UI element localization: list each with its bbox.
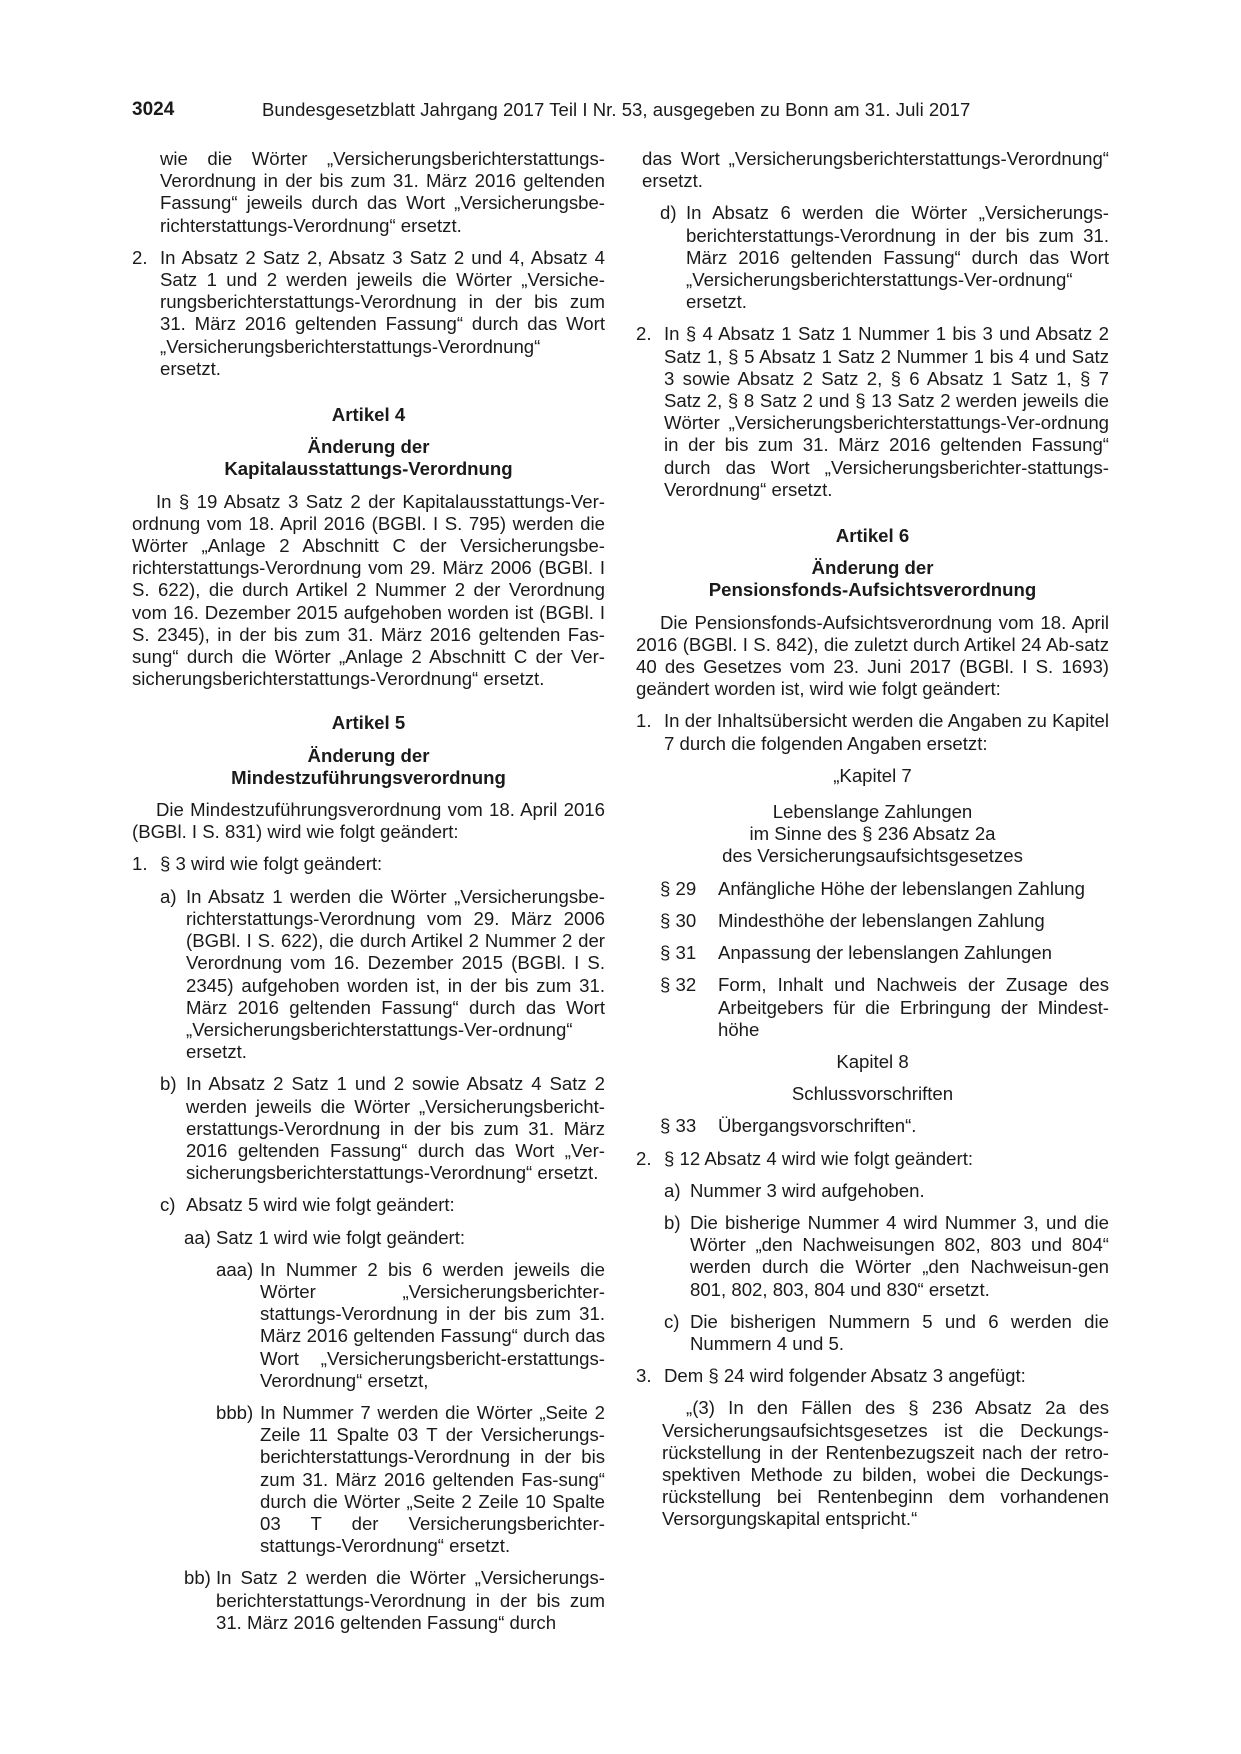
item-text: Die bisherigen Nummern 5 und 6 werden die Nummern 4 und 5. xyxy=(690,1310,1109,1354)
item-text: Die bisherige Nummer 4 wird Nummer 3, und die Wörter „den Nachweisungen 802, 803 und 804“ werden durch die Wörter „den Nachweisun-gen 801, 802, 803, 804 und 830“ ersetzt. xyxy=(690,1211,1109,1300)
toc-text: Anpassung der lebenslangen Zahlungen xyxy=(718,942,1052,964)
toc-section: § 30 xyxy=(660,909,697,931)
item-text: In Absatz 2 Satz 2, Absatz 3 Satz 2 und 4, Absatz 4 Satz 1 und 2 werden jeweils die Wörter „Versiche-rungsberichterstattungs-Verordnung in der bis zum 31. März 2016 geltenden Fassung“ durch das Wort „Versicherungsberichterstattungs-Verordnung“ ersetzt. xyxy=(160,246,605,379)
article-paragraph: Die Mindestzuführungsverordnung vom 18. April 2016 (BGBl. I S. 831) wird wie folgt geändert: xyxy=(132,799,605,843)
item-label: b) xyxy=(664,1211,681,1233)
toc-entry xyxy=(636,878,1109,900)
item-label: bbb) xyxy=(216,1401,254,1423)
list-item xyxy=(636,710,1109,754)
article-title-line: Änderung der xyxy=(811,557,934,579)
item-text: Satz 1 wird wie folgt geändert: xyxy=(216,1226,466,1248)
continued-paragraph: wie die Wörter „Versicherungsberichterstattungs-Verordnung in der bis zum 31. März 2016 geltenden Fassung“ jeweils durch das Wort „Versicherungsbe-richterstattungs-Verordnung“ ersetzt. xyxy=(160,148,605,236)
item-text: In § 4 Absatz 1 Satz 1 Nummer 1 bis 3 und Absatz 2 Satz 1, § 5 Absatz 1 Satz 2 Nummer 1 bis 4 und Satz 3 sowie Absatz 2 Satz 2, § 6 Absatz 1 Satz 1, § 7 Satz 2, § 8 Satz 2 und § 13 Satz 2 werden jeweils die Wörter „Versicherungsberichterstattungs-Ver-ordnung in der bis zum 31. März 2016 geltenden Fassung“ durch das Wort „Versicherungsberichter-stattungs-Verordnung“ ersetzt. xyxy=(664,323,1109,500)
list-item xyxy=(132,1259,605,1392)
article-title-line: Kapitalausstattungs-Verordnung xyxy=(224,458,513,480)
quoted-paragraph: „(3) In den Fällen des § 236 Absatz 2a des Versicherungsaufsichtsgesetzes ist die Deckungs-rückstellung in der Rentenbezugszeit nach der retro-spektiven Methode zu bilden, wobei die Deckungs-rückstellung bei Rentenbeginn dem vorhandenen Versorgungskapital entspricht.“ xyxy=(662,1397,1109,1530)
list-item xyxy=(132,247,605,380)
item-text: In Absatz 1 werden die Wörter „Versicherungsbe-richterstattungs-Verordnung vom 29. März 2006 (BGBl. I S. 622), die durch Artikel 2 Nummer 2 der Verordnung vom 16. Dezember 2015 (BGBl. I S. 2345) aufgehoben worden ist, in der bis zum 31. März 2016 geltenden Fassung“ durch das Wort „Versicherungsberichterstattungs-Ver-ordnung“ ersetzt. xyxy=(186,885,605,1063)
chapter-heading: Kapitel 8 xyxy=(836,1050,909,1072)
article-title-line: Pensionsfonds-Aufsichtsverordnung xyxy=(708,579,1037,601)
toc-section: § 32 xyxy=(660,974,697,996)
article-title-line: Änderung der xyxy=(307,744,430,766)
article-title-line: Änderung der xyxy=(307,436,430,458)
list-item xyxy=(132,1567,605,1634)
article-paragraph: In § 19 Absatz 3 Satz 2 der Kapitalausstattungs-Ver-ordnung vom 18. April 2016 (BGBl. I S. 795) werden die Wörter „Anlage 2 Abschnitt C der Versicherungsbe-richterstattungs-Verordnung vom 29. März 2006 (BGBl. I S. 622), die durch Artikel 2 Nummer 2 der Verordnung vom 16. Dezember 2015 aufgehoben worden ist (BGBl. I S. 2345), in der bis zum 31. März 2016 geltenden Fas-sung“ durch die Wörter „Anlage 2 Abschnitt C der Ver-sicherungsberichterstattungs-Verordnung“ ersetzt. xyxy=(132,490,605,690)
toc-text: Form, Inhalt und Nachweis der Zusage des Arbeitgebers für die Erbringung der Mindest-höhe xyxy=(718,974,1109,1040)
chapter-heading: „Kapitel 7 xyxy=(833,764,912,786)
page-number: 3024 xyxy=(132,99,175,120)
toc-entry xyxy=(636,974,1109,1041)
right-column xyxy=(636,148,1109,1531)
item-label: b) xyxy=(160,1073,177,1095)
item-label: 1. xyxy=(132,853,148,875)
chapter-title-line: Schlussvorschriften xyxy=(791,1083,954,1105)
article-heading: Artikel 6 xyxy=(835,525,910,547)
toc-section: § 31 xyxy=(660,942,697,964)
page-header xyxy=(132,99,1112,125)
item-label: a) xyxy=(160,885,177,907)
item-label: 2. xyxy=(636,1147,652,1169)
item-label: aaa) xyxy=(216,1258,254,1280)
list-item xyxy=(132,1073,605,1184)
item-text: Absatz 5 wird wie folgt geändert: xyxy=(186,1194,455,1216)
list-item xyxy=(636,202,1109,313)
toc-entry xyxy=(636,942,1109,964)
item-label: d) xyxy=(660,202,677,224)
item-label: 2. xyxy=(636,323,652,345)
toc-entry xyxy=(636,910,1109,932)
chapter-title-line: des Versicherungsaufsichtsgesetzes xyxy=(722,845,1023,867)
item-text: In Nummer 2 bis 6 werden jeweils die Wörter „Versicherungsberichter-stattungs-Verordnung in der bis zum 31. März 2016 geltenden Fassung“ durch das Wort „Versicherungsbericht-erstattungs-Verordnung“ ersetzt, xyxy=(260,1258,605,1391)
item-label: c) xyxy=(160,1194,176,1216)
toc-entry xyxy=(636,1115,1109,1137)
item-text: Dem § 24 wird folgender Absatz 3 angefügt: xyxy=(664,1365,1026,1387)
list-item xyxy=(132,1402,605,1557)
item-text: In der Inhaltsübersicht werden die Angaben zu Kapitel 7 durch die folgenden Angaben ersetzt: xyxy=(664,710,1109,754)
item-label: 2. xyxy=(132,246,148,268)
toc-section: § 29 xyxy=(660,877,697,899)
list-item xyxy=(132,853,605,875)
item-text: Nummer 3 wird aufgehoben. xyxy=(690,1179,925,1201)
item-label: 3. xyxy=(636,1365,652,1387)
list-item xyxy=(636,323,1109,501)
item-text: In Absatz 2 Satz 1 und 2 sowie Absatz 4 Satz 2 werden jeweils die Wörter „Versicherungsbericht-erstattungs-Verordnung in der bis zum 31. März 2016 geltenden Fassung“ durch das Wort „Ver-sicherungsberichterstattungs-Verordnung“ ersetzt. xyxy=(186,1073,605,1184)
article-heading: Artikel 4 xyxy=(331,404,406,426)
list-item xyxy=(636,1180,1109,1202)
item-text: In Nummer 7 werden die Wörter „Seite 2 Zeile 11 Spalte 03 T der Versicherungs-berichterstattungs-Verordnung in der bis zum 31. März 2016 geltenden Fas-sung“ durch die Wörter „Seite 2 Zeile 10 Spalte 03 T der Versicherungsberichter-stattungs-Verordnung“ ersetzt. xyxy=(260,1401,605,1557)
article-title-line: Mindestzuführungsverordnung xyxy=(231,766,506,788)
item-label: aa) xyxy=(184,1226,211,1248)
item-text: In Absatz 6 werden die Wörter „Versicherungs-berichterstattungs-Verordnung in der bis zum 31. März 2016 geltenden Fassung“ durch das Wort „Versicherungsberichterstattungs-Ver-ordnung“ ersetzt. xyxy=(686,202,1109,313)
left-column xyxy=(132,148,605,1644)
item-text: § 3 wird wie folgt geändert: xyxy=(160,853,383,875)
item-label: bb) xyxy=(184,1567,211,1589)
item-label: a) xyxy=(664,1179,681,1201)
list-item xyxy=(636,1365,1109,1387)
chapter-title-line: Lebenslange Zahlungen xyxy=(772,801,973,823)
article-paragraph: Die Pensionsfonds-Aufsichtsverordnung vom 18. April 2016 (BGBl. I S. 842), die zuletzt durch Artikel 24 Ab-satz 40 des Gesetzes vom 23. Juni 2017 (BGBl. I S. 1693) geändert worden ist, wird wie folgt geändert: xyxy=(636,611,1109,700)
toc-text: Mindesthöhe der lebenslangen Zahlung xyxy=(718,909,1045,931)
list-item xyxy=(636,1212,1109,1301)
toc-text: Übergangsvorschriften“. xyxy=(718,1115,917,1137)
list-item xyxy=(132,1194,605,1216)
item-label: 1. xyxy=(636,710,652,732)
toc-section: § 33 xyxy=(660,1115,697,1137)
list-item xyxy=(132,1227,605,1249)
list-item xyxy=(132,886,605,1064)
header-title: Bundesgesetzblatt Jahrgang 2017 Teil I Nr. 53, ausgegeben zu Bonn am 31. Juli 2017 xyxy=(262,99,971,120)
item-label: c) xyxy=(664,1310,680,1332)
article-heading: Artikel 5 xyxy=(331,712,406,734)
list-item xyxy=(636,1148,1109,1170)
item-text: In Satz 2 werden die Wörter „Versicherungs-berichterstattungs-Verordnung in der bis zum 31. März 2016 geltenden Fassung“ durch xyxy=(216,1567,605,1633)
chapter-title-line: im Sinne des § 236 Absatz 2a xyxy=(749,823,996,845)
continued-paragraph: das Wort „Versicherungsberichterstattungs-Verordnung“ ersetzt. xyxy=(642,148,1109,192)
list-item xyxy=(636,1311,1109,1355)
item-text: § 12 Absatz 4 wird wie folgt geändert: xyxy=(664,1147,974,1169)
toc-text: Anfängliche Höhe der lebenslangen Zahlung xyxy=(718,877,1085,899)
